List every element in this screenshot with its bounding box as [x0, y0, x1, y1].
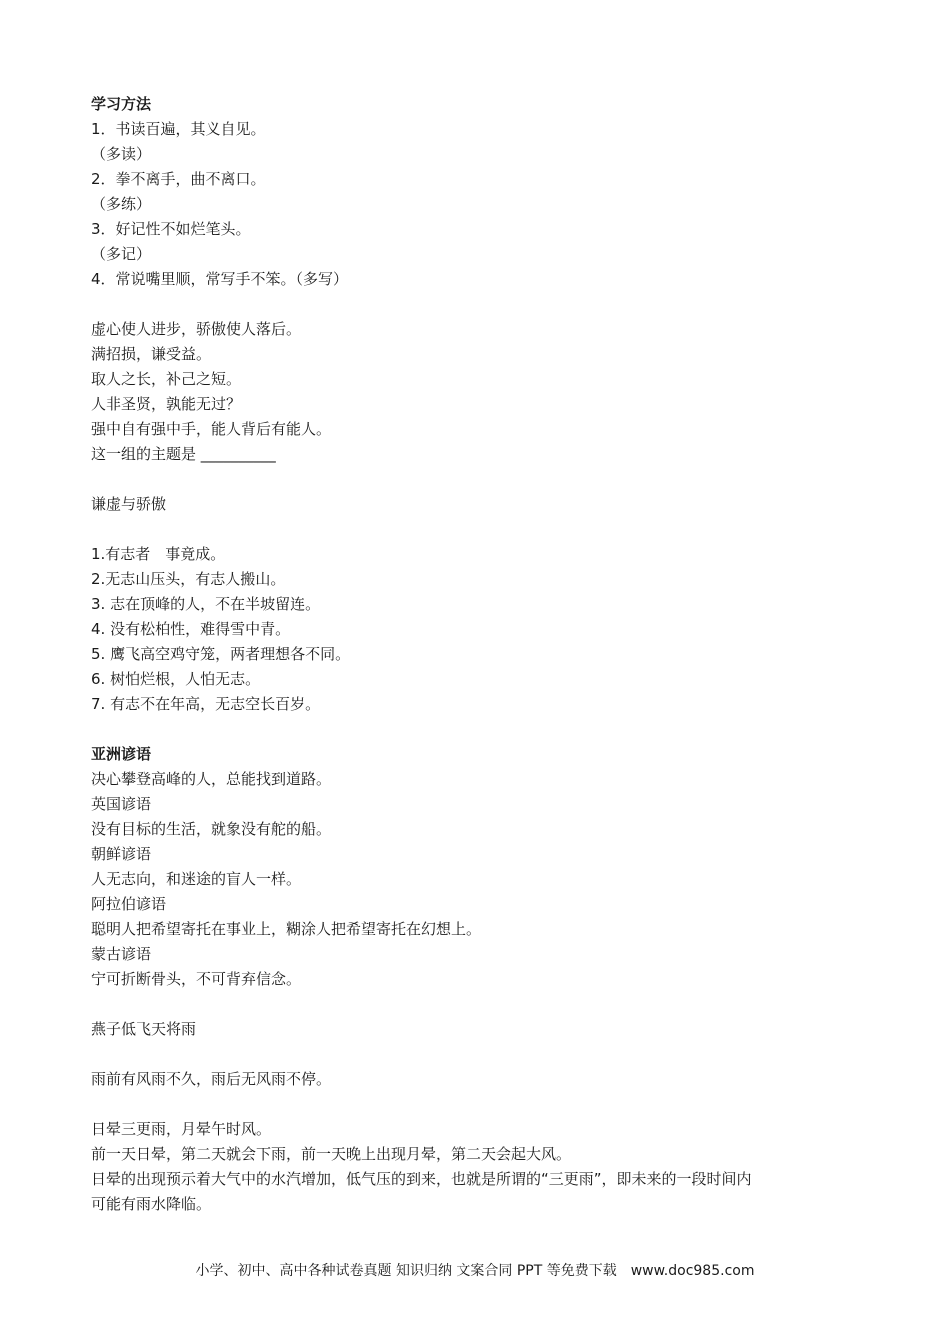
humility-line-4: 人非圣贤，孰能无过？: [91, 395, 242, 413]
proverb-origin-4: 蒙古谚语: [91, 945, 152, 963]
humility-line-3: 取人之长，补己之短。: [91, 370, 242, 388]
humility-line-5: 强中自有强中手，能人背后有能人。: [91, 420, 332, 438]
spacer: [91, 1092, 871, 1117]
spacer: [91, 517, 871, 542]
proverb-origin-1: 英国谚语: [91, 795, 152, 813]
ambition-line-7: 7. 有志不在年高，无志空长百岁。: [91, 695, 321, 713]
ambition-line-4: 4. 没有松柏性，难得雪中青。: [91, 620, 291, 638]
page-footer: 小学、初中、高中各种试卷真题 知识归纳 文案合同 PPT 等免费下载 www.doc985.com: [195, 1263, 755, 1279]
proverb-line-1: 决心攀登高峰的人，总能找到道路。: [91, 770, 332, 788]
humility-question: 这一组的主题是 __________: [91, 445, 276, 463]
method-line-1: 1．书读百遍，其义自见。: [91, 120, 266, 138]
proverb-line-3: 人无志向，和迷途的盲人一样。: [91, 870, 302, 888]
ambition-line-2: 2.无志山压头，有志人搬山。: [91, 570, 286, 588]
humility-answer: 谦虚与骄傲: [91, 495, 167, 513]
humility-line-2: 满招损，谦受益。: [91, 345, 212, 363]
section-heading-study-methods: 学习方法: [91, 95, 152, 113]
ambition-line-1: 1.有志者 事竟成。: [91, 545, 226, 563]
weather-explanation-3: 可能有雨水降临。: [91, 1195, 212, 1213]
proverb-line-2: 没有目标的生活，就象没有舵的船。: [91, 820, 332, 838]
spacer: [91, 992, 871, 1017]
method-line-3: 3．好记性不如烂笔头。: [91, 220, 251, 238]
weather-explanation-2: 日晕的出现预示着大气中的水汽增加，低气压的到来，也就是所谓的“三更雨”，即未来的一段时间内: [91, 1170, 752, 1188]
proverb-line-5: 宁可折断骨头，不可背弃信念。: [91, 970, 302, 988]
method-note-1: （多读）: [91, 145, 152, 163]
spacer: [91, 467, 871, 492]
method-note-3: （多记）: [91, 245, 152, 263]
spacer: [91, 1042, 871, 1067]
method-note-2: （多练）: [91, 195, 152, 213]
ambition-line-6: 6. 树怕烂根，人怕无志。: [91, 670, 261, 688]
proverb-origin-3: 阿拉伯谚语: [91, 895, 167, 913]
method-line-2: 2．拳不离手，曲不离口。: [91, 170, 266, 188]
proverb-line-4: 聪明人把希望寄托在事业上，糊涂人把希望寄托在幻想上。: [91, 920, 482, 938]
humility-line-1: 虚心使人进步，骄傲使人落后。: [91, 320, 302, 338]
weather-proverb-halo: 日晕三更雨，月晕午时风。: [91, 1120, 272, 1138]
method-line-4: 4．常说嘴里顺，常写手不笨。（多写）: [91, 270, 349, 288]
document-body: [91, 92, 871, 1217]
spacer: [91, 292, 871, 317]
section-heading-asian-proverbs: 亚洲谚语: [91, 745, 152, 763]
ambition-line-5: 5. 鹰飞高空鸡守笼，两者理想各不同。: [91, 645, 351, 663]
weather-proverb-wind: 雨前有风雨不久，雨后无风雨不停。: [91, 1070, 332, 1088]
ambition-line-3: 3. 志在顶峰的人，不在半坡留连。: [91, 595, 321, 613]
weather-proverb-swallow: 燕子低飞天将雨: [91, 1020, 197, 1038]
weather-explanation-1: 前一天日晕，第二天就会下雨，前一天晚上出现月晕，第二天会起大风。: [91, 1145, 572, 1163]
proverb-origin-2: 朝鲜谚语: [91, 845, 152, 863]
spacer: [91, 717, 871, 742]
